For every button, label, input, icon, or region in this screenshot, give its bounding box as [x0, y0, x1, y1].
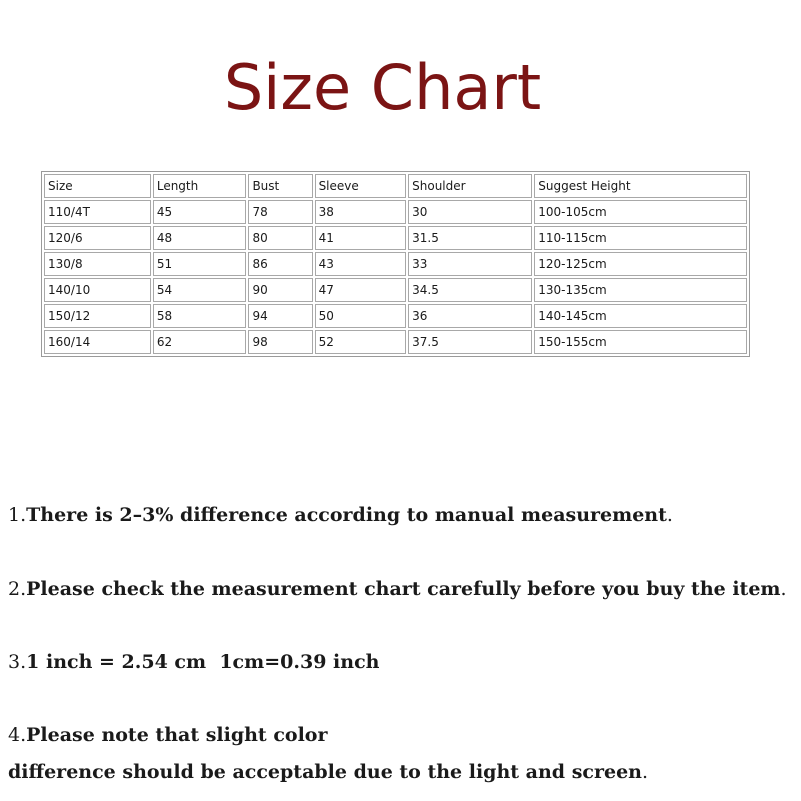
table-cell: 50: [315, 304, 407, 328]
table-cell: 52: [315, 330, 407, 354]
table-cell: 31.5: [408, 226, 532, 250]
note-number: 2.: [8, 578, 27, 600]
table-cell: 150-155cm: [534, 330, 747, 354]
table-cell: 120-125cm: [534, 252, 747, 276]
table-row: [44, 226, 747, 250]
table-cell: 150/12: [44, 304, 151, 328]
column-header-sleeve: Sleeve: [315, 174, 407, 198]
table-cell: 80: [248, 226, 312, 250]
note-number: 3.: [8, 651, 27, 673]
column-header-bust: Bust: [248, 174, 312, 198]
note-end: .: [641, 761, 649, 783]
size-table: [41, 171, 750, 357]
table-cell: 120/6: [44, 226, 151, 250]
note-number: 4.: [8, 724, 27, 746]
table-cell: 47: [315, 278, 407, 302]
table-cell: 86: [248, 252, 312, 276]
column-header-size: Size: [44, 174, 151, 198]
note-1: [8, 503, 673, 527]
table-row: [44, 278, 747, 302]
column-header-suggest-height: Suggest Height: [534, 174, 747, 198]
table-cell: 78: [248, 200, 312, 224]
table-cell: 130/8: [44, 252, 151, 276]
note-text: difference should be acceptable due to the light and screen: [8, 761, 642, 783]
table-row: [44, 330, 747, 354]
note-number: 1.: [8, 504, 27, 526]
table-header-row: [44, 174, 747, 198]
note-text: Please check the measurement chart carefully before you buy the item: [26, 578, 781, 600]
table-cell: 34.5: [408, 278, 532, 302]
page-title-text: Size Chart: [223, 51, 542, 124]
table-row: [44, 200, 747, 224]
column-header-length: Length: [153, 174, 247, 198]
table-cell: 41: [315, 226, 407, 250]
note-3: [8, 650, 379, 674]
table-cell: 38: [315, 200, 407, 224]
table-cell: 140-145cm: [534, 304, 747, 328]
page-title: [0, 50, 801, 126]
table-cell: 90: [248, 278, 312, 302]
table-cell: 43: [315, 252, 407, 276]
table-cell: 140/10: [44, 278, 151, 302]
table-cell: 94: [248, 304, 312, 328]
table-cell: 62: [153, 330, 247, 354]
note-text: 1 inch = 2.54 cm 1cm=0.39 inch: [26, 651, 380, 673]
table-cell: 110-115cm: [534, 226, 747, 250]
table-cell: 48: [153, 226, 247, 250]
note-text: Please note that slight color: [26, 724, 328, 746]
note-end: .: [780, 578, 787, 600]
table-cell: 100-105cm: [534, 200, 747, 224]
table-cell: 58: [153, 304, 247, 328]
table-cell: 45: [153, 200, 247, 224]
table-row: [44, 304, 747, 328]
table-row: [44, 252, 747, 276]
note-2: [8, 577, 787, 601]
table-cell: 130-135cm: [534, 278, 747, 302]
note-end: .: [666, 504, 673, 526]
table-cell: 51: [153, 252, 247, 276]
table-cell: 98: [248, 330, 312, 354]
table-cell: 160/14: [44, 330, 151, 354]
note-4: [8, 723, 327, 747]
table-cell: 33: [408, 252, 532, 276]
table-cell: 37.5: [408, 330, 532, 354]
table-cell: 36: [408, 304, 532, 328]
table-cell: 30: [408, 200, 532, 224]
column-header-shoulder: Shoulder: [408, 174, 532, 198]
note-text: There is 2–3% difference according to manual measurement: [26, 504, 667, 526]
note-4-continued: [8, 760, 648, 784]
table-cell: 54: [153, 278, 247, 302]
table-cell: 110/4T: [44, 200, 151, 224]
